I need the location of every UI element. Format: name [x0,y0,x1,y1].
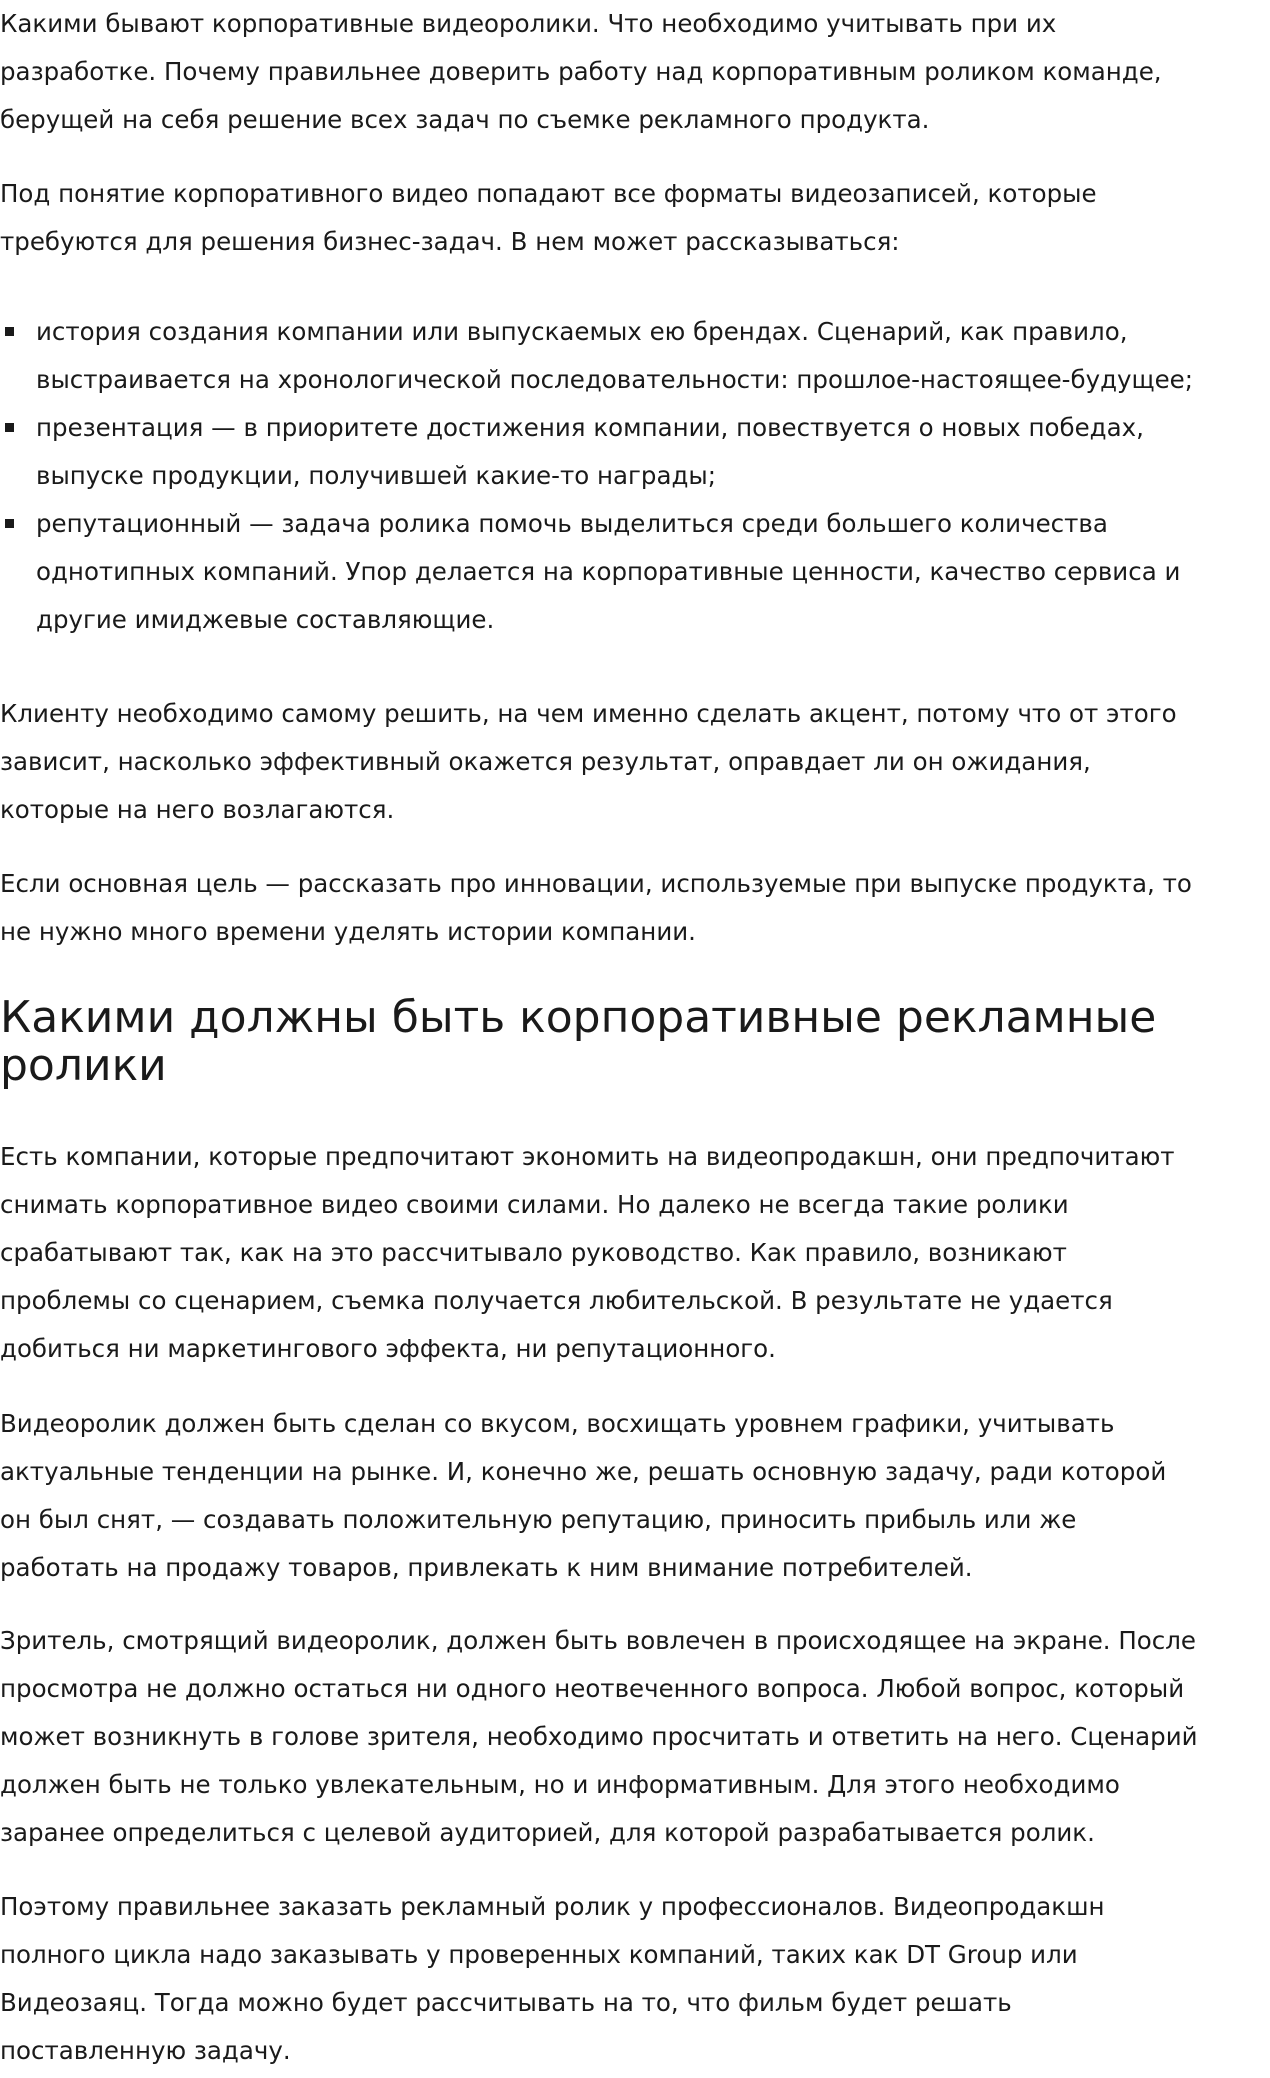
text-line: не нужно много времени уделять истории компании. [0,917,696,946]
text-line: разработке. Почему правильнее доверить работу над корпоративным роликом команде, [0,57,1162,86]
text-line: срабатывают так, как на это рассчитывало руководство. Как правило, возникают [0,1238,1067,1267]
text-line: Есть компании, которые предпочитают экономить на видеопродакшн, они предпочитают [0,1142,1175,1171]
text-line: Клиенту необходимо самому решить, на чем именно сделать акцент, потому что от этого [0,699,1177,728]
text-line: выстраивается на хронологической последовательности: прошлое-настоящее-будущее; [36,365,1194,394]
companies-paragraph [0,1133,1270,1373]
video-types-list [0,308,1270,644]
text-line: актуальные тенденции на рынке. И, конечно же, решать основную задачу, ради которой [0,1457,1167,1486]
text-line: заранее определиться с целевой аудиторией, для которой разрабатывается ролик. [0,1818,1095,1847]
text-line: снимать корпоративное видео своими силами. Но далеко не всегда такие ролики [0,1190,1069,1219]
text-line: презентация — в приоритете достижения компании, повествуется о новых победах, [36,413,1144,442]
goal-paragraph [0,860,1270,956]
text-line: просмотра не должно остаться ни одного неотвеченного вопроса. Любой вопрос, который [0,1674,1185,1703]
text-line: должен быть не только увлекательным, но и информативным. Для этого необходимо [0,1770,1120,1799]
text-line: которые на него возлагаются. [0,795,395,824]
text-line: Если основная цель — рассказать про инновации, используемые при выпуске продукта, то [0,869,1192,898]
text-line: может возникнуть в голове зрителя, необходимо просчитать и ответить на него. Сценарий [0,1722,1198,1751]
text-line: репутационный — задача ролика помочь выделиться среди большего количества [36,509,1108,538]
intro-paragraph [0,0,1270,144]
text-line: однотипных компаний. Упор делается на корпоративные ценности, качество сервиса и [36,557,1181,586]
text-line: Зритель, смотрящий видеоролик, должен быть вовлечен в происходящее на экране. После [0,1626,1196,1655]
text-line: история создания компании или выпускаемых ею брендах. Сценарий, как правило, [36,317,1128,346]
conclusion-paragraph [0,1883,1270,2075]
section-heading [0,994,1270,1090]
heading-line: ролики [0,1040,167,1091]
text-line: Под понятие корпоративного видео попадают все форматы видеозаписей, которые [0,179,1097,208]
text-line: выпуске продукции, получившей какие-то награды; [36,461,717,490]
client-paragraph [0,690,1270,834]
text-line: требуются для решения бизнес-задач. В нем может рассказываться: [0,227,900,256]
heading-line: Какими должны быть корпоративные рекламные [0,992,1157,1043]
definition-paragraph [0,170,1270,266]
list-item [0,500,1270,644]
text-line: другие имиджевые составляющие. [36,605,495,634]
viewer-paragraph [0,1617,1270,1857]
text-line: Видеозаяц. Тогда можно будет рассчитывать на то, что фильм будет решать [0,1988,1012,2017]
text-line: поставленную задачу. [0,2036,291,2065]
bullet-icon [5,327,14,336]
text-line: проблемы со сценарием, съемка получается любительской. В результате не удается [0,1286,1113,1315]
text-line: зависит, насколько эффективный окажется результат, оправдает ли он ожидания, [0,747,1091,776]
bullet-icon [5,519,14,528]
quality-paragraph [0,1400,1270,1592]
list-item [0,404,1270,500]
text-line: Видеоролик должен быть сделан со вкусом, восхищать уровнем графики, учитывать [0,1409,1115,1438]
text-line: полного цикла надо заказывать у проверенных компаний, таких как DT Group или [0,1940,1078,1969]
text-line: Поэтому правильнее заказать рекламный ролик у профессионалов. Видеопродакшн [0,1892,1105,1921]
text-line: Какими бывают корпоративные видеоролики. Что необходимо учитывать при их [0,9,1057,38]
bullet-icon [5,423,14,432]
text-line: работать на продажу товаров, привлекать к ним внимание потребителей. [0,1553,973,1582]
text-line: добиться ни маркетингового эффекта, ни репутационного. [0,1334,776,1363]
text-line: берущей на себя решение всех задач по съемке рекламного продукта. [0,105,930,134]
text-line: он был снят, — создавать положительную репутацию, приносить прибыль или же [0,1505,1077,1534]
list-item [0,308,1270,404]
